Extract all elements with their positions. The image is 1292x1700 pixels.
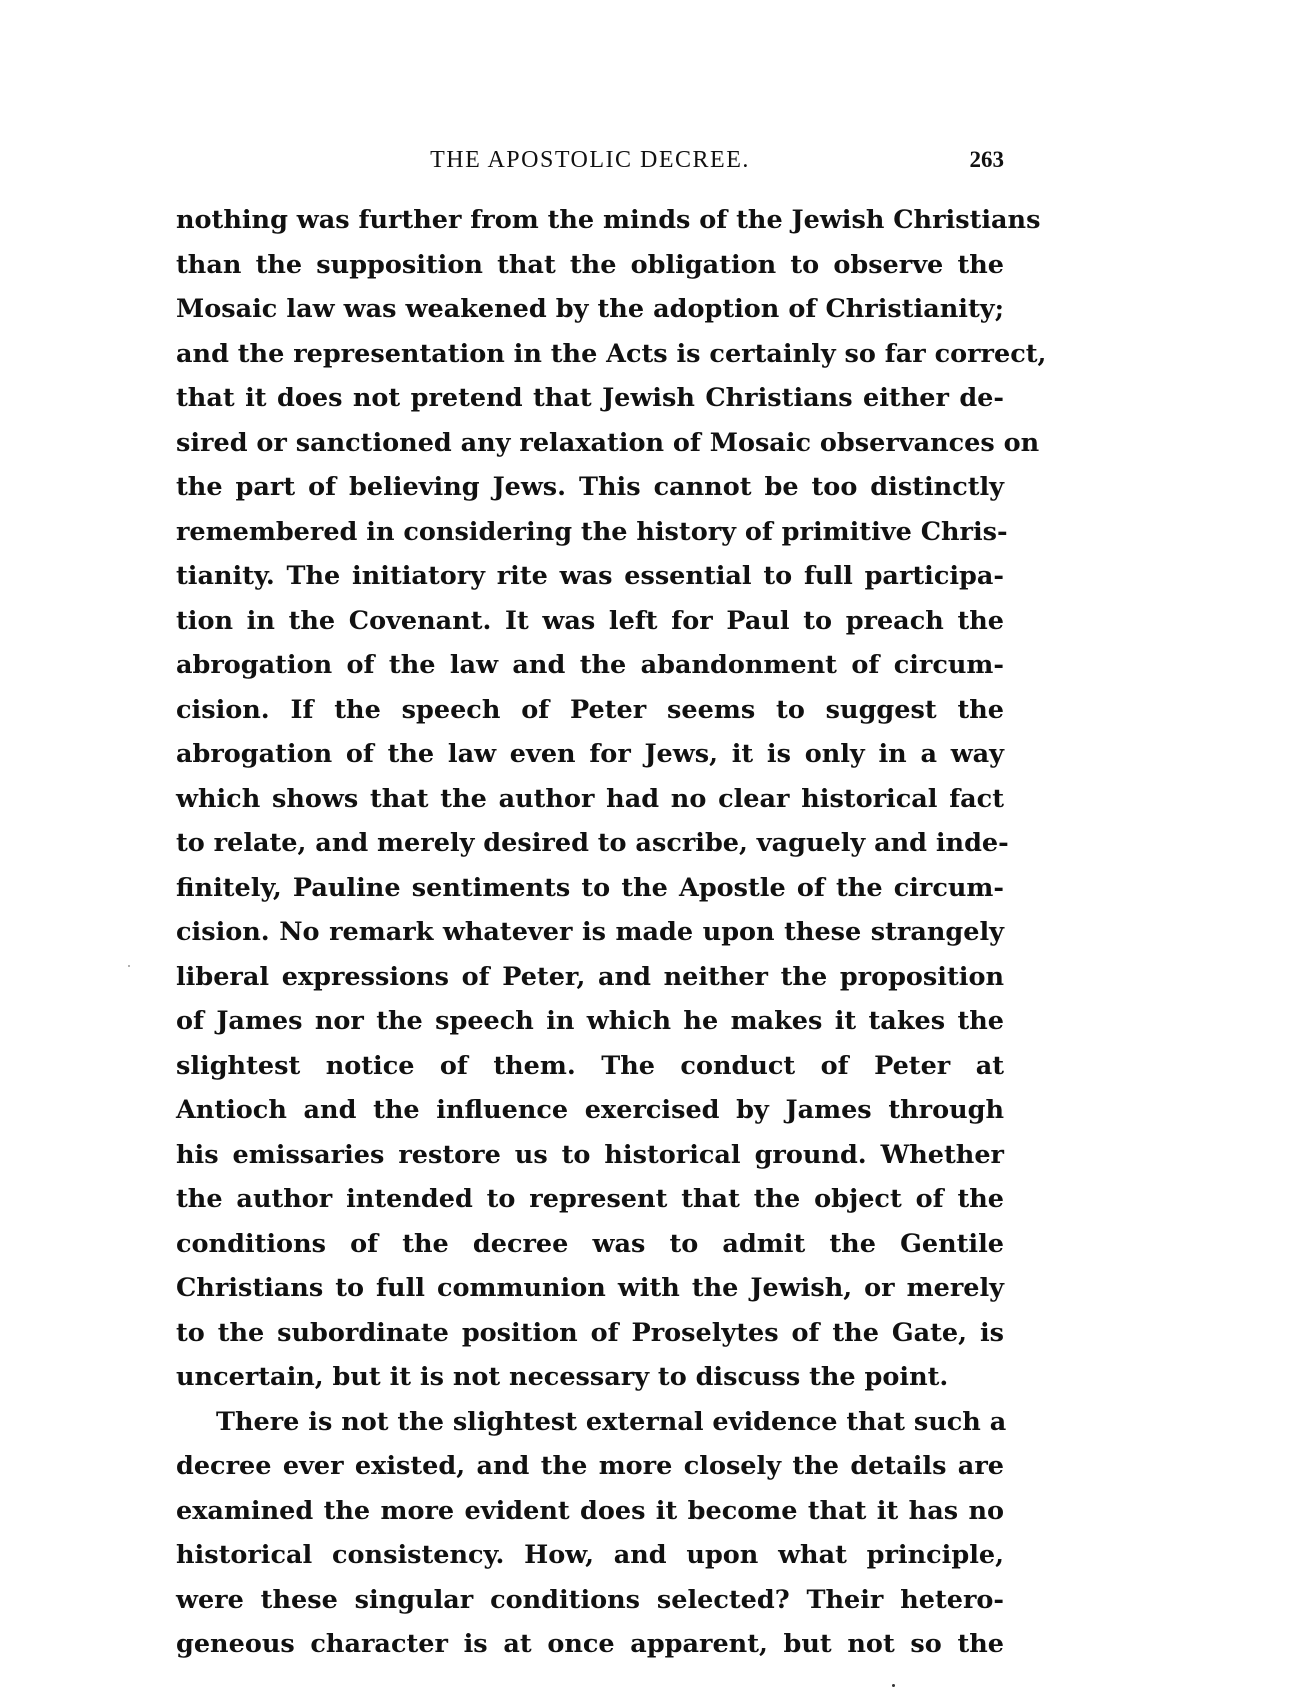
text-line: to relate, and merely desired to ascribe, vaguely and inde- (176, 828, 1009, 858)
text-line: geneous character is at once apparent, but not so the (176, 1629, 1004, 1659)
ink-speck (128, 965, 130, 967)
text-line: the part of believing Jews. This cannot be too distinctly (176, 472, 1004, 502)
text-line: abrogation of the law even for Jews, it is only in a way (176, 739, 1004, 769)
text-line: cision. If the speech of Peter seems to suggest the (176, 694, 1004, 725)
text-line: remembered in considering the history of primitive Chris- (176, 516, 1008, 547)
text-line: to the subordinate position of Proselytes of the Gate, is (176, 1317, 1004, 1348)
text-line: tion in the Covenant. It was left for Paul to preach the (176, 605, 1004, 636)
paragraph-2 (176, 1400, 1007, 1667)
text-line: Antioch and the influence exercised by James through (176, 1095, 1004, 1125)
text-line: of James nor the speech in which he makes it takes the (176, 1006, 1004, 1036)
text-line: examined the more evident does it become that it has no (176, 1495, 1004, 1526)
text-line: liberal expressions of Peter, and neither the proposition (176, 961, 1004, 992)
text-line: than the supposition that the obligation to observe the (176, 249, 1004, 280)
text-line: Christians to full communion with the Jewish, or merely (176, 1273, 1004, 1303)
text-line: historical consistency. How, and upon what principle, (176, 1540, 1004, 1570)
text-line: the author intended to represent that the object of the (176, 1184, 1004, 1214)
body-text (176, 198, 1047, 1667)
text-line: decree ever existed, and the more closely the details are (176, 1451, 1004, 1481)
text-line: tianity. The initiatory rite was essential to full participa- (176, 561, 1004, 591)
text-line: sired or sanctioned any relaxation of Mosaic observances on (176, 427, 1040, 458)
text-line: There is not the slightest external evidence that such a (216, 1406, 1007, 1437)
text-line: uncertain, but it is not necessary to discuss the point. (176, 1362, 949, 1392)
text-line: nothing was further from the minds of the Jewish Christians (176, 205, 1041, 235)
text-line: which shows that the author had no clear historical fact (176, 783, 1004, 814)
text-line: finitely, Pauline sentiments to the Apostle of the circum- (176, 872, 1004, 903)
text-line: abrogation of the law and the abandonment of circum- (176, 650, 1004, 680)
text-line: his emissaries restore us to historical ground. Whether (176, 1139, 1004, 1170)
text-line: Mosaic law was weakened by the adoption of Christianity; (176, 294, 1004, 324)
text-line: conditions of the decree was to admit the Gentile (176, 1228, 1004, 1259)
text-line: that it does not pretend that Jewish Christians either de- (176, 383, 1004, 413)
ink-speck (892, 1684, 895, 1687)
running-head (176, 142, 1004, 178)
text-line: were these singular conditions selected? Their hetero- (176, 1584, 1004, 1615)
text-line: slightest notice of them. The conduct of Peter at (176, 1050, 1004, 1081)
text-line: cision. No remark whatever is made upon these strangely (176, 917, 1004, 947)
text-line: and the representation in the Acts is certainly so far correct, (176, 338, 1047, 369)
paragraph-1 (176, 198, 1047, 1400)
page-number: 263 (969, 147, 1004, 172)
running-title: THE APOSTOLIC DECREE. (430, 147, 750, 173)
